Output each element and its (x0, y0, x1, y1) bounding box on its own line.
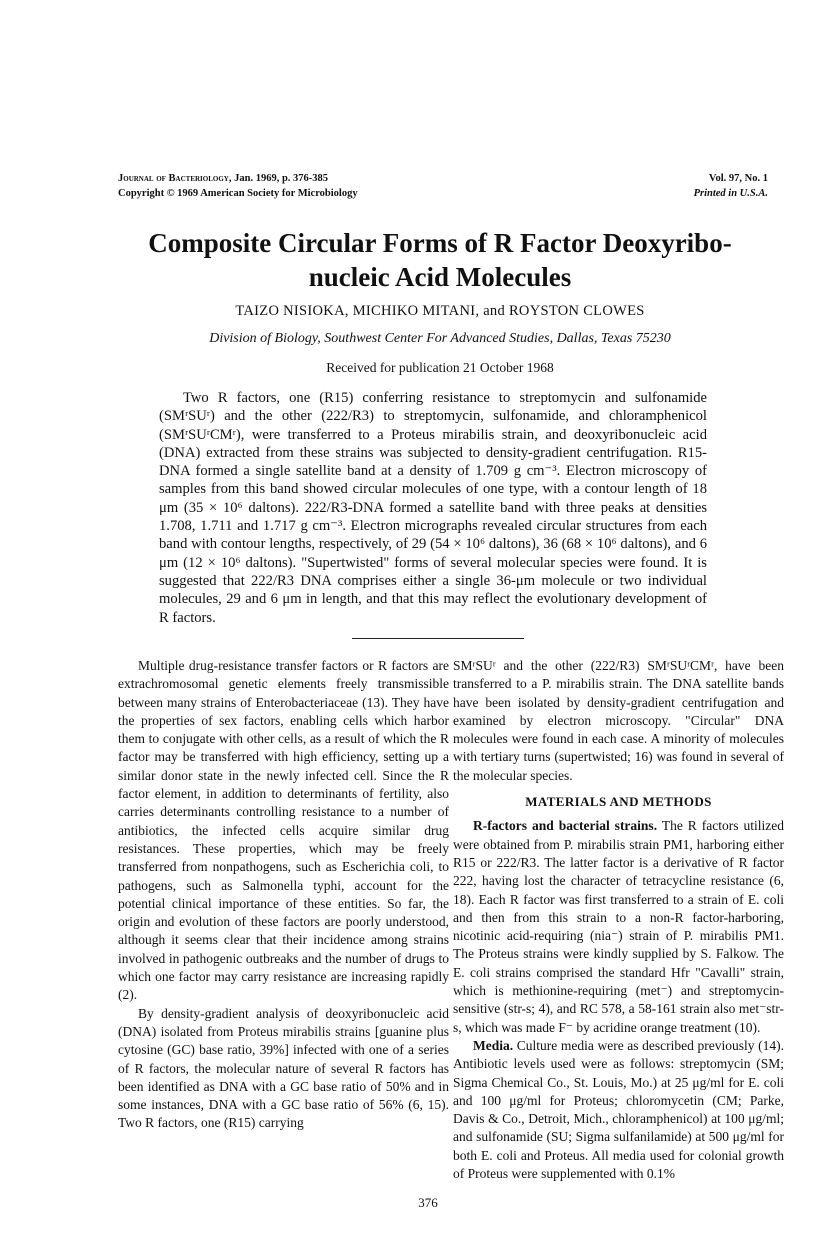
title-line-2: nucleic Acid Molecules (308, 262, 572, 292)
intro-paragraph-3: SMʳSUʳ and the other (222/R3) SMʳSUʳCMʳ, have been transferred to a P. mirabilis strain. The DNA satellite bands have been isolated by density-gradient centrifugation and examined by electron microscopy. "Circular" DNA molecules were found in each case. A minority of molecules with tertiary turns (supertwisted; 16) was found in several of the molecular species. (453, 658, 784, 783)
right-column (453, 657, 784, 1183)
journal-name: Journal of Bacteriology (118, 173, 229, 184)
media-text: Culture media were as described previously (14). Antibiotic levels used were as follows: streptomycin (SM; Sigma Chemical Co., St. Louis, Mo.) at 25 μg/ml for E. coli and 100 μg/ml for Proteus; chloromycetin (CM; Parke, Davis & Co., Detroit, Mich., chloramphenicol) at 100 μg/ml; and sulfonamide (SU; Sigma sulfanilamide) at 500 μg/ml for both E. coli and Proteus. All media used for colonial growth of Proteus were supplemented with 0.1% (453, 1037, 784, 1182)
article-title (60, 226, 816, 294)
volume-header (694, 171, 768, 201)
printed-in: Printed in U.S.A. (693, 188, 768, 199)
strains-text: The R factors utilized were obtained from P. mirabilis strain PM1, harboring either R15 or 222/R3. The latter factor is a derivative of R factor 222, having lost the character of tetracycline resistance (6, 18). Each R factor was first transferred to a strain of E. coli and then from this strain to a non-R factor-harboring, nicotinic acid-requiring (nia⁻) strain of P. mirabilis PM1. The Proteus strains were kindly supplied by S. Falkow. The E. coli strains comprised the standard Hfr "Cavalli" strain, which is methionine-requiring (met⁻) and streptomycin-sensitive (str-s; 4), and RC 578, a 58-161 strain also met⁻str-s, which was made F⁻ by acridine orange treatment (10). (453, 818, 784, 1035)
author-list: TAIZO NISIOKA, MICHIKO MITANI, and ROYSTON CLOWES (235, 303, 645, 319)
copyright-line: Copyright © 1969 American Society for Microbiology (118, 188, 358, 199)
page-number: 376 (418, 1195, 438, 1210)
divider-rule (352, 638, 524, 639)
intro-paragraph-1: Multiple drug-resistance transfer factors or R factors are extrachromosomal genetic elements freely transmissible between many strains of Enterobacteriaceae (13). They have the properties of sex factors, enabling cells which harbor them to conjugate with other cells, as a result of which the R factor may be transferred with high efficiency, setting up a similar donor state in the newly infected cell. Since the R factor element, in addition to determinants of fertility, also carries determinants controlling resistance to a number of antibiotics, the infected cells acquire similar drug resistances. These properties, which may be freely transferred from nonpathogens, such as Escherichia coli, to pathogens, such as Salmonella typhi, account for the potential clinical importance of these entities. So far, the origin and evolution of these factors are poorly understood, although it seems clear that their incidence among strains involved in pathogenic outbreaks and the number of drugs to which one factor may carry resistance are increasing rapidly (2). (118, 658, 449, 1003)
media-paragraph (453, 1037, 784, 1183)
received-date: Received for publication 21 October 1968 (326, 360, 554, 375)
strains-paragraph (453, 817, 784, 1037)
journal-header (118, 171, 358, 201)
strains-runin-heading: R-factors and bacterial strains. (473, 818, 658, 834)
abstract: Two R factors, one (R15) conferring resistance to streptomycin and sulfonamide (SMʳSUʳ) and the other (222/R3) to streptomycin, sulfonamide, and chloramphenicol (SMʳSUʳCMʳ), were transferred to a Proteus mirabilis strain, and deoxyribonucleic acid (DNA) extracted from these strains was subjected to density-gradient centrifugation. R15-DNA formed a single satellite band at a density of 1.709 g cm⁻³. Electron microscopy of samples from this band showed circular molecules of one type, with a contour length of 18 μm (35 × 10⁶ daltons). 222/R3-DNA formed a satellite band with three peaks at densities 1.708, 1.711 and 1.717 g cm⁻³. Electron micrographs revealed circular structures from each band with contour lengths, respectively, of 29 (54 × 10⁶ daltons), 36 (68 × 10⁶ daltons), and 6 μm (12 × 10⁶ daltons). "Supertwisted" forms of several molecular species were found. It is suggested that 222/R3 DNA comprises either a single 36-μm molecule or two individual molecules, 29 and 6 μm in length, and that this may reflect the evolutionary development of R factors. (159, 390, 707, 626)
media-runin-heading: Media. (473, 1037, 514, 1053)
intro-paragraph-2: By density-gradient analysis of deoxyribonucleic acid (DNA) isolated from Proteus mirabilis strains [guanine plus cytosine (GC) base ratio, 39%] infected with one of a series of R factors, the molecular nature of several R factors has been identified as DNA with a GC base ratio of 50% and in some instances, DNA with a GC base ratio of 56% (6, 15). Two R factors, one (R15) carrying (118, 1005, 449, 1131)
journal-citation: , Jan. 1969, p. 376-385 (228, 173, 329, 184)
volume-number: Vol. 97, No. 1 (708, 173, 768, 184)
affiliation: Division of Biology, Southwest Center For Advanced Studies, Dallas, Texas 75230 (209, 331, 671, 346)
left-column (118, 657, 449, 1133)
title-line-1: Composite Circular Forms of R Factor Deoxyribo- (148, 228, 732, 258)
section-heading-methods: MATERIALS AND METHODS (525, 794, 712, 810)
